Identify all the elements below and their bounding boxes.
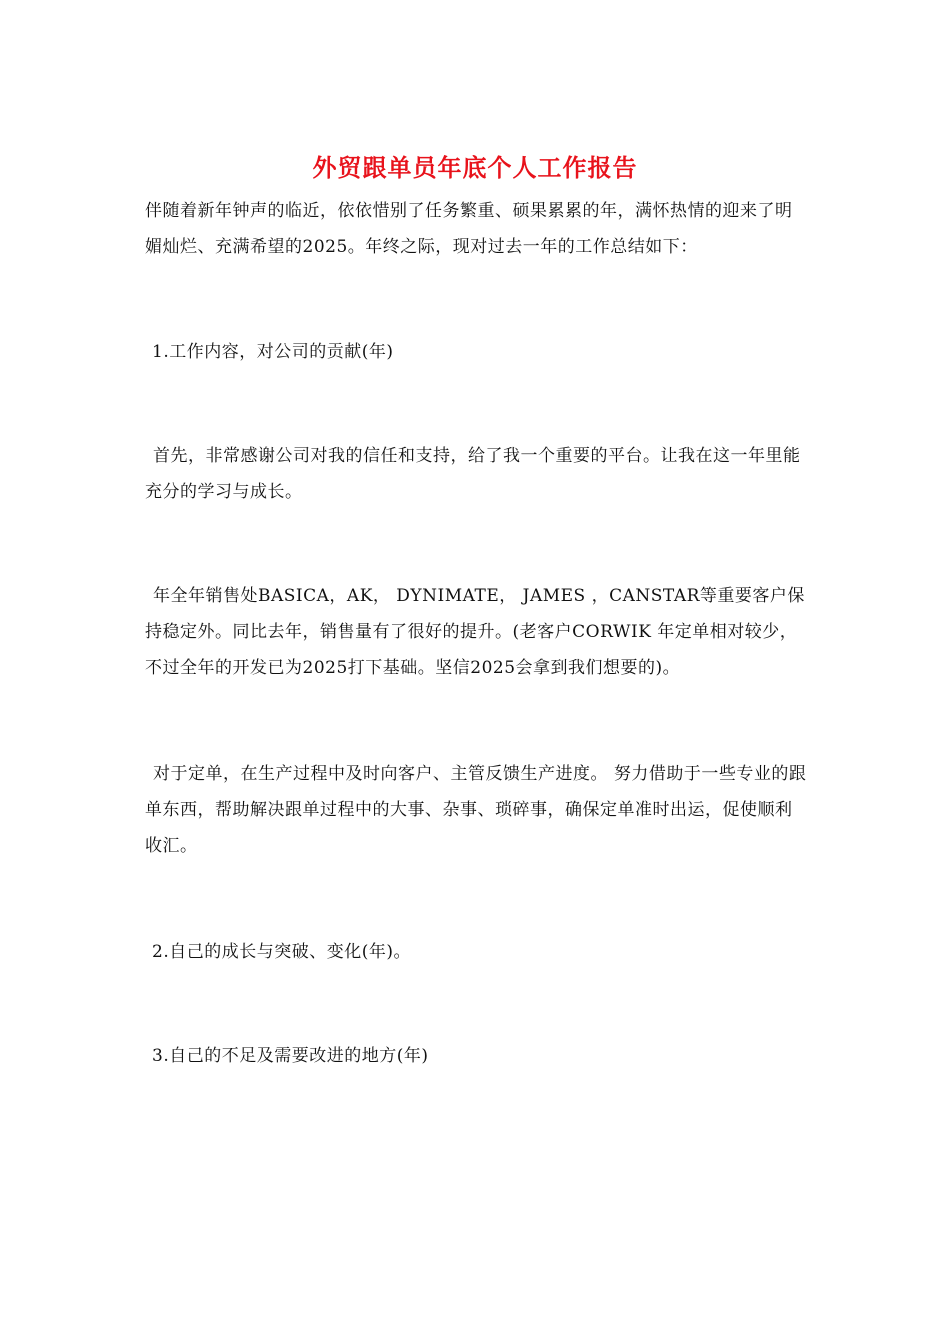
thanks-paragraph-text: 首先，非常感谢公司对我的信任和支持，给了我一个重要的平台。让我在这一年里能充分的学习与成长。	[145, 446, 801, 502]
thanks-paragraph	[145, 438, 807, 510]
orders-paragraph	[145, 756, 807, 864]
section-2-heading: 2.自己的成长与突破、变化(年)。	[152, 942, 411, 962]
sales-paragraph-text: 年全年销售处BASICA，AK， DYNIMATE， JAMES ，CANSTAR等重要客户保持稳定外。同比去年，销售量有了很好的提升。(老客户CORWIK 年定单相对较少，不过全年的开发已为2025打下基础。坚信2025会拿到我们想要的)。	[145, 586, 805, 678]
section-1-heading: 1.工作内容，对公司的贡献(年)	[152, 342, 394, 362]
intro-paragraph: 伴随着新年钟声的临近，依依惜别了任务繁重、硕果累累的年，满怀热情的迎来了明媚灿烂、充满希望的2025。年终之际，现对过去一年的工作总结如下：	[145, 201, 793, 257]
section-3-heading: 3.自己的不足及需要改进的地方(年)	[152, 1046, 429, 1066]
sales-paragraph	[145, 578, 807, 686]
document-title: 外贸跟单员年底个人工作报告	[312, 153, 638, 182]
orders-paragraph-text: 对于定单，在生产过程中及时向客户、主管反馈生产进度。 努力借助于一些专业的跟单东西，帮助解决跟单过程中的大事、杂事、琐碎事，确保定单准时出运，促使顺利收汇。	[145, 764, 807, 856]
